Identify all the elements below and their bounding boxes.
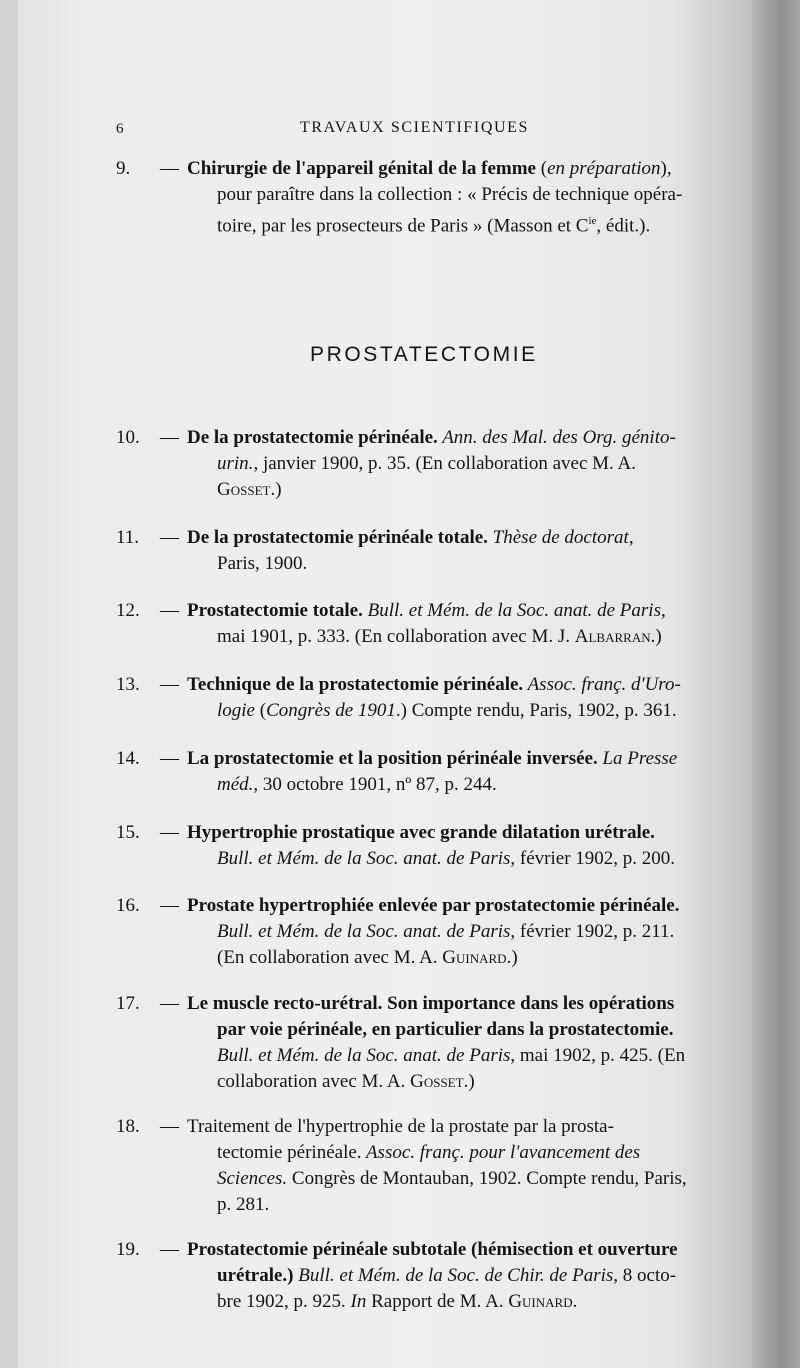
entry-text-span: .) (650, 626, 662, 647)
entry-text (187, 820, 728, 872)
bibliography-entry-15 (116, 820, 728, 872)
entry-text-span: collaboration avec M. A. (217, 1071, 411, 1092)
entry-author: Gosset (410, 1071, 464, 1092)
entry-text-span: . (572, 1291, 578, 1312)
entry-number: 16. (116, 895, 140, 916)
entry-text (187, 672, 728, 724)
entry-italic: méd. (217, 774, 254, 795)
entry-title: De la prostatectomie périnéale. (187, 427, 438, 448)
entry-line (187, 598, 728, 624)
page-gutter-shadow (752, 0, 800, 1368)
entry-number: 9. (116, 158, 131, 179)
entry-italic: Congrès de 1901 (266, 700, 396, 721)
entry-line (217, 451, 728, 477)
entry-italic: Bull. et Mém. de la Soc. anat. de Paris (217, 848, 511, 869)
entry-italic: en préparation (547, 158, 661, 179)
entry-title-continued: urétrale.) (217, 1265, 294, 1286)
entry-text-span: ), (660, 158, 672, 179)
entry-text-span: ( (255, 700, 267, 721)
entry-text (187, 156, 728, 239)
entry-line: pour paraître dans la collection : « Précis de technique opéra- (217, 184, 683, 205)
entry-superscript: ie (588, 215, 597, 227)
entry-text (187, 893, 728, 971)
entry-number: 12. (116, 600, 140, 621)
entry-dash: — (160, 527, 179, 548)
entry-text-span: 8 octo- (618, 1265, 677, 1286)
entry-line (187, 893, 728, 919)
entry-dash: — (160, 895, 179, 916)
entry-title-continued: tectomie périnéale. (217, 1142, 362, 1163)
entry-italic: Bull. et Mém. de la Soc. anat. de Paris (217, 1045, 511, 1066)
entry-text (187, 991, 728, 1095)
bibliography-entry-11 (116, 525, 728, 577)
entry-dash: — (160, 748, 179, 769)
entry-text-span: ( (536, 158, 548, 179)
entry-number: 15. (116, 822, 140, 843)
entry-title: Le muscle recto-urétral. Son importance dans les opérations (187, 993, 675, 1014)
entry-line (217, 1043, 728, 1069)
entry-line (217, 772, 728, 798)
bibliography-entry-10 (116, 425, 728, 503)
entry-text-span: , édit.). (596, 215, 651, 237)
bibliography-entry-13 (116, 672, 728, 724)
entry-number: 14. (116, 748, 140, 769)
entry-author: Guinard (508, 1291, 573, 1312)
entry-text-span: .) (270, 479, 282, 500)
entry-italic: Assoc. franç. d'Uro- (523, 674, 681, 695)
entry-number: 19. (116, 1239, 140, 1260)
entry-dash: — (160, 674, 179, 695)
entry-title: Chirurgie de l'appareil génital de la femme (187, 158, 536, 179)
entry-line (217, 1263, 728, 1289)
page-number: 6 (116, 121, 124, 137)
bibliography-entry-9 (116, 156, 728, 239)
entry-text-span: , mai 1902, p. 425. (En (510, 1045, 686, 1066)
bibliography-entry-18 (116, 1114, 728, 1218)
entry-dash: — (160, 427, 179, 448)
entry-line: Paris, 1900. (217, 553, 308, 574)
entry-italic: Ann. des Mal. des Org. génito- (437, 427, 676, 448)
entry-text (187, 598, 728, 650)
entry-text-span: toire, par les prosecteurs de Paris » (Masson et C (217, 215, 589, 237)
entry-text-span: bre 1902, p. 925. (217, 1291, 351, 1312)
entry-line (187, 746, 728, 772)
entry-line (217, 477, 728, 503)
bibliography-entry-14 (116, 746, 728, 798)
entry-text-span: Rapport de M. A. (366, 1291, 509, 1312)
entry-dash: — (160, 158, 179, 179)
entry-text (187, 746, 728, 798)
entry-text (187, 525, 728, 577)
entry-text-span: .) (463, 1071, 475, 1092)
entry-text-span: , janvier 1900, p. 35. (En collaboration avec M. A. (253, 453, 636, 474)
entry-italic: La Presse (597, 748, 678, 769)
entry-title: De la prostatectomie périnéale totale. (187, 527, 488, 548)
entry-author: Gosset (217, 479, 271, 500)
entry-text-span: , 30 octobre 1901, nº 87, p. 244. (253, 774, 497, 795)
entry-number: 17. (116, 993, 140, 1014)
entry-text-span: , février 1902, p. 211. (510, 921, 675, 942)
entry-line (217, 945, 728, 971)
entry-italic: Sciences. (217, 1168, 288, 1189)
entry-line (217, 1069, 728, 1095)
entry-line (187, 525, 728, 551)
entry-line (187, 156, 728, 182)
entry-title-continued: par voie périnéale, en particulier dans la prostatectomie. (217, 1019, 674, 1040)
entry-line (187, 425, 728, 451)
entry-dash: — (160, 822, 179, 843)
entry-number: 11. (116, 527, 140, 548)
section-title: PROSTATECTOMIE (310, 343, 538, 366)
entry-line (217, 624, 728, 650)
entry-line (217, 846, 728, 872)
entry-italic: In (350, 1291, 367, 1312)
entry-dash: — (160, 1239, 179, 1260)
entry-text (187, 1237, 728, 1315)
entry-author: Albarran (574, 626, 651, 647)
entry-italic: Bull. et Mém. de la Soc. de Chir. de Paris, (293, 1265, 619, 1286)
bibliography-entry-12 (116, 598, 728, 650)
entry-italic: Bull. et Mém. de la Soc. anat. de Paris (217, 921, 511, 942)
entry-italic: logie (217, 700, 255, 721)
entry-title: Hypertrophie prostatique avec grande dilatation urétrale. (187, 822, 655, 843)
entry-text-span: Congrès de Montauban, 1902. Compte rendu, Paris, (287, 1168, 687, 1189)
entry-line: p. 281. (217, 1194, 270, 1215)
entry-title: Technique de la prostatectomie périnéale. (187, 674, 524, 695)
bibliography-entry-17 (116, 991, 728, 1095)
entry-line (217, 698, 728, 724)
bibliography-entry-19 (116, 1237, 728, 1315)
entry-number: 10. (116, 427, 140, 448)
entry-italic: Assoc. franç. pour l'avancement des (361, 1142, 641, 1163)
entry-text-span: (En collaboration avec M. A. (217, 947, 443, 968)
entry-text-span: .) Compte rendu, Paris, 1902, p. 361. (395, 700, 677, 721)
entry-line (217, 1289, 728, 1315)
entry-dash: — (160, 993, 179, 1014)
entry-dash: — (160, 1116, 179, 1137)
entry-italic: Thèse de doctorat, (487, 527, 634, 548)
entry-line (217, 208, 728, 239)
entry-title: La prostatectomie et la position périnéale inversée. (187, 748, 598, 769)
entry-title: Prostate hypertrophiée enlevée par prostatectomie périnéale. (187, 895, 680, 916)
entry-line (187, 820, 728, 846)
entry-title: Traitement de l'hypertrophie de la prostate par la prosta- (187, 1116, 614, 1137)
entry-title: Prostatectomie totale. (187, 600, 363, 621)
entry-text-span: mai 1901, p. 333. (En collaboration avec M. J. (217, 626, 575, 647)
running-head: TRAVAUX SCIENTIFIQUES (300, 119, 530, 136)
entry-number: 18. (116, 1116, 140, 1137)
entry-dash: — (160, 600, 179, 621)
entry-text-span: , février 1902, p. 200. (510, 848, 676, 869)
entry-line (187, 672, 728, 698)
entry-text (187, 425, 728, 503)
entry-title: Prostatectomie périnéale subtotale (hémisection et ouverture (187, 1239, 678, 1260)
entry-line (217, 1166, 728, 1192)
entry-author: Guinard (442, 947, 507, 968)
entry-italic: Bull. et Mém. de la Soc. anat. de Paris, (362, 600, 666, 621)
entry-text (187, 1114, 728, 1218)
entry-line (217, 1140, 728, 1166)
bibliography-entry-16 (116, 893, 728, 971)
entry-italic: urin. (217, 453, 254, 474)
entry-number: 13. (116, 674, 140, 695)
entry-text-span: .) (506, 947, 518, 968)
entry-line (217, 919, 728, 945)
